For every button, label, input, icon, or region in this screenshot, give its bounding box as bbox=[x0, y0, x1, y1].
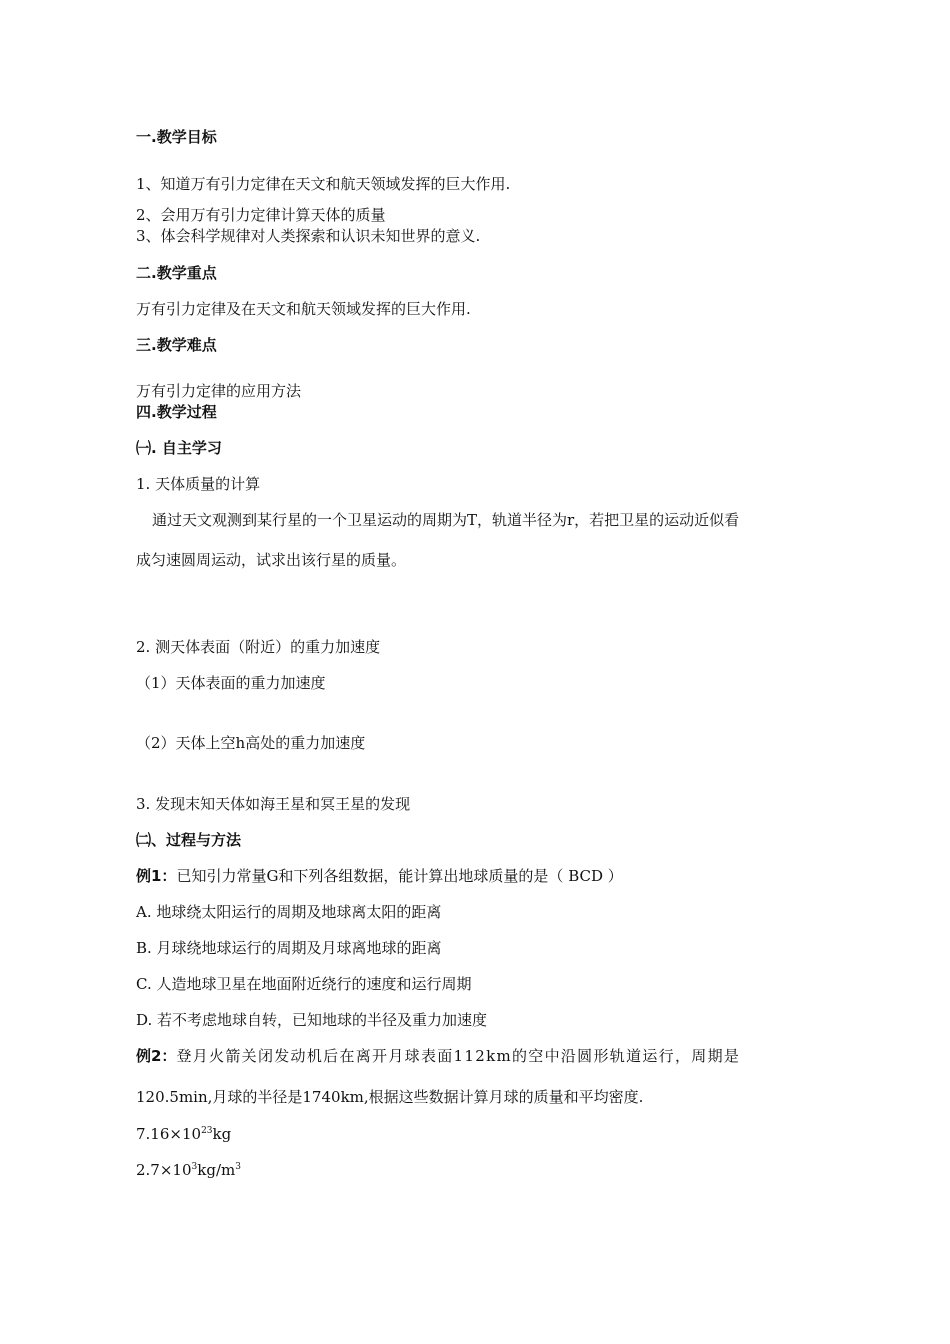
goal-item-1: 1、知道万有引力定律在天文和航天领域发挥的巨大作用. bbox=[136, 175, 511, 193]
example2-text-b: 120.5min,月球的半径是1740km,根据这些数据计算月球的质量和平均密度. bbox=[136, 1088, 644, 1106]
answer-density-unit: kg/m bbox=[197, 1161, 236, 1179]
section-title-goals: 一.教学目标 bbox=[136, 128, 217, 146]
answer-mass-exponent: 23 bbox=[201, 1126, 213, 1136]
section-title-process: 四.教学过程 bbox=[136, 403, 217, 421]
goal-item-2: 2、会用万有引力定律计算天体的质量 bbox=[136, 206, 386, 224]
item1-title: 1. 天体质量的计算 bbox=[136, 475, 261, 493]
item2-sub1: （1）天体表面的重力加速度 bbox=[136, 674, 326, 692]
item3-title: 3. 发现末知天体如海王星和冥王星的发现 bbox=[136, 795, 411, 813]
example1-option-c: C. 人造地球卫星在地面附近绕行的速度和运行周期 bbox=[136, 975, 472, 993]
answer-mass bbox=[136, 1124, 231, 1144]
key-text: 万有引力定律及在天文和航天领域发挥的巨大作用. bbox=[136, 300, 471, 318]
item2-title: 2. 测天体表面（附近）的重力加速度 bbox=[136, 638, 381, 656]
answer-mass-base: 7.16×10 bbox=[136, 1125, 202, 1143]
answer-density-base: 2.7×10 bbox=[136, 1161, 192, 1179]
subsection-self-study: ㈠. 自主学习 bbox=[136, 439, 222, 457]
subsection-method: ㈡、过程与方法 bbox=[136, 831, 242, 849]
example2-text-a: 登月火箭关闭发动机后在离开月球表面112km的空中沿圆形轨道运行，周期是 bbox=[176, 1047, 741, 1065]
example1-option-b: B. 月球绕地球运行的周期及月球离地球的距离 bbox=[136, 939, 442, 957]
example1-option-a: A. 地球绕太阳运行的周期及地球离太阳的距离 bbox=[136, 903, 442, 921]
item1-text-a: 通过天文观测到某行星的一个卫星运动的周期为T，轨道半径为r，若把卫星的运动近似看 bbox=[152, 511, 740, 529]
goal-item-3: 3、体会科学规律对人类探索和认识未知世界的意义. bbox=[136, 227, 481, 245]
example1-option-d: D. 若不考虑地球自转，已知地球的半径及重力加速度 bbox=[136, 1011, 488, 1029]
section-title-key: 二.教学重点 bbox=[136, 264, 217, 282]
answer-density bbox=[136, 1160, 241, 1180]
answer-density-exponent: 3 bbox=[191, 1162, 198, 1172]
example2-label: 例2： bbox=[136, 1047, 177, 1065]
example1 bbox=[136, 866, 623, 886]
example2 bbox=[136, 1046, 740, 1066]
section-title-difficulty: 三.教学难点 bbox=[136, 336, 217, 354]
item2-sub2: （2）天体上空h高处的重力加速度 bbox=[136, 734, 366, 752]
item1-text-b: 成匀速圆周运动，试求出该行星的质量。 bbox=[136, 551, 407, 569]
example1-text: 已知引力常量G和下列各组数据，能计算出地球质量的是（ BCD ） bbox=[176, 867, 623, 885]
difficulty-text: 万有引力定律的应用方法 bbox=[136, 382, 302, 400]
example1-label: 例1： bbox=[136, 867, 177, 885]
answer-density-unit-exponent: 3 bbox=[235, 1162, 241, 1172]
answer-mass-unit: kg bbox=[212, 1125, 232, 1143]
